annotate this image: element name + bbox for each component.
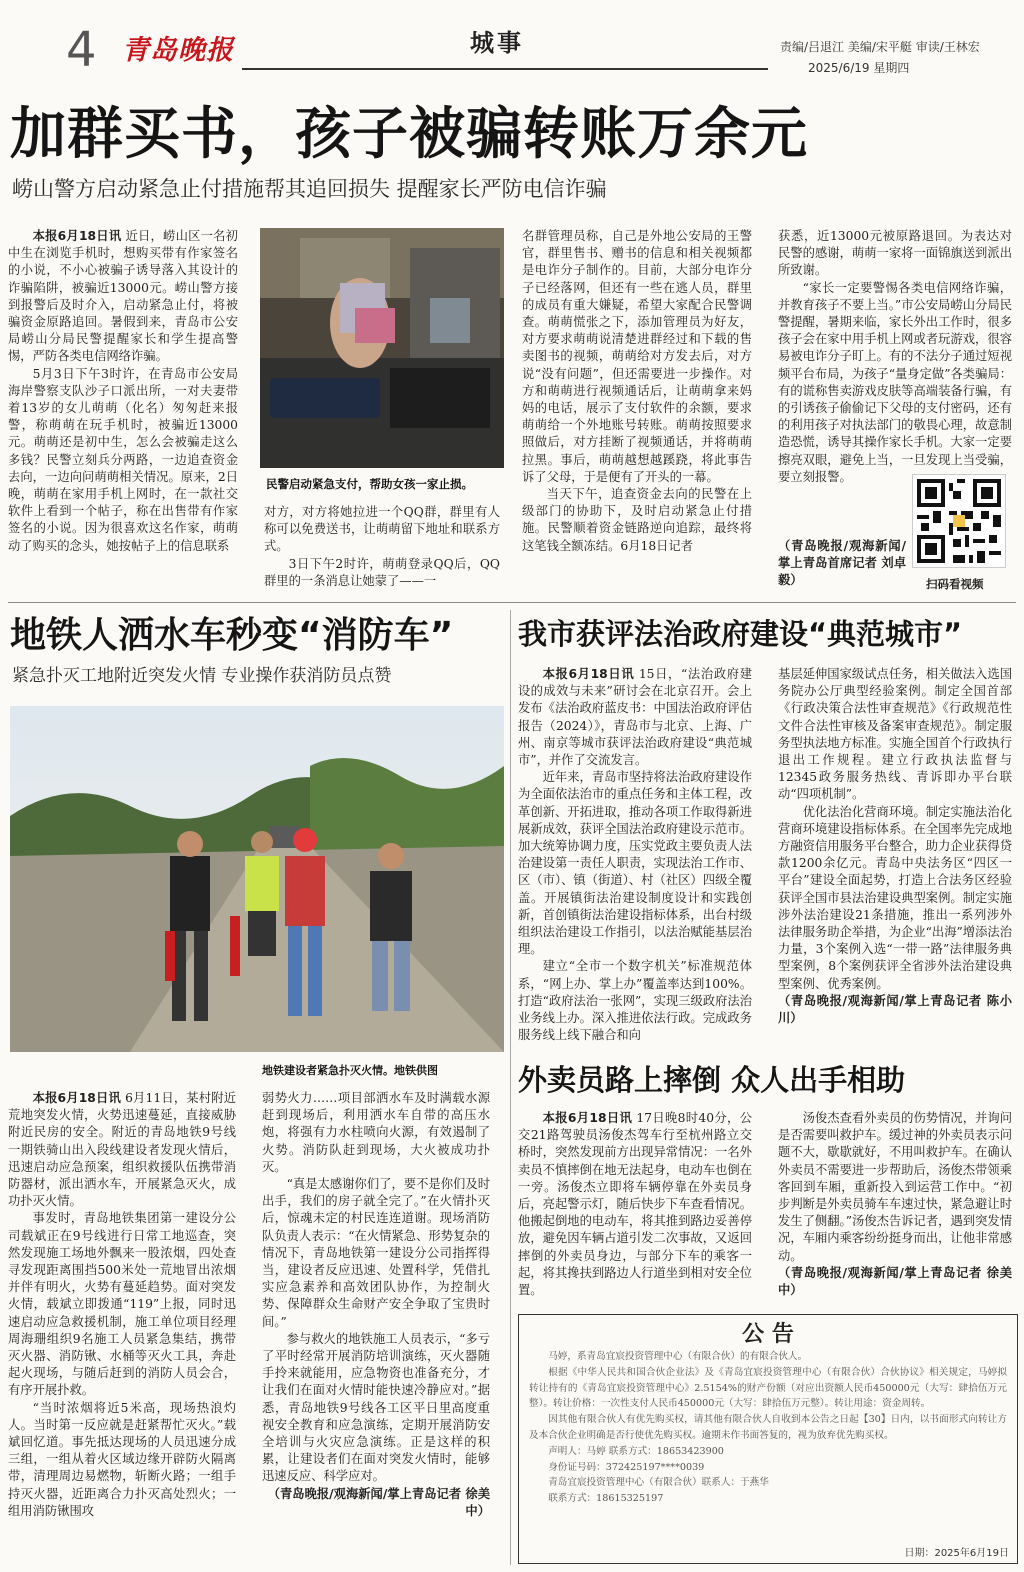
story1-headline: 加群买书，孩子被骗转账万余元	[10, 102, 808, 167]
story2-photo-caption: 地铁建设者紧急扑灭火情。地铁供图	[262, 1064, 438, 1077]
issue-date: 2025/6/19 星期四	[808, 61, 910, 75]
qr-code-icon	[917, 479, 1001, 563]
story1-col2-bottom	[264, 504, 500, 596]
notice-line2: 根据《中华人民共和国合伙企业法》及《青岛宜宸投资管理中心（有限合伙）合伙协议》相关规定，马婷拟转让持有的《青岛宜宸投资管理中心》2.5154%的财产份额（对应出资额人民币450000元（大写：肆拾伍万元整）。转让价格：一次性支付人民币450000元（大写：肆拾伍万元整）。转让用途：资金周转。	[529, 1366, 1007, 1410]
notice-line6: 青岛宜宸投资管理中心（有限合伙）联系人：于燕华	[548, 1477, 769, 1489]
qr-caption: 扫码看视频	[926, 577, 984, 591]
story1-para3: 对方，对方将她拉进一个QQ群，群里有人称可以免费送书，让萌萌留下地址和联系方式。	[264, 505, 500, 554]
story3-para3: 建立“全市一个数字机关”标准规范体系，“网上办、掌上办”覆盖率达到100%。打造“政府法治一张网”，实现三级政府法治业务线上办。深入推进依法行政。完成政务服务线上线下融合和向	[518, 959, 752, 1043]
paper-name-logo: 青岛晚报	[122, 35, 234, 66]
story4-credit: （青岛晚报/观海新闻/掌上青岛记者 徐美中）	[778, 1265, 1012, 1298]
notice-line5: 身份证号码：372425197****0039	[548, 1461, 705, 1473]
story1-para1: 近日，崂山区一名初中生在浏览手机时，想购买带有作家签名的小说，不小心被骗子诱导落入其设计的诈骗陷阱，被骗近13000元。崂山警方接到报警后及时介入，启动紧急止付，将被骗资金原路追回。暑假到来，青岛市公安局崂山分局民警提醒家长和学生提高警惕，严防各类电信网络诈骗。	[8, 229, 238, 364]
story1-credit: （青岛晚报/观海新闻/掌上青岛首席记者 刘卓毅）	[778, 539, 906, 588]
story2-para1: 6月11日，某村附近荒地突发火情，火势迅速蔓延，直接威胁附近民房的安全。附近的青岛地铁9号线一期铁骑山出入段线建设者发现火情后，迅速启动应急预案，组织救援队伍携带消防器材，派出洒水车，开展紧急灭火，成功扑灭火情。	[8, 1091, 236, 1209]
masthead-rule	[242, 68, 768, 70]
notice-line1: 马婷，系青岛宜宸投资管理中心（有限合伙）的有限合伙人。	[548, 1351, 808, 1362]
story3-col2	[778, 666, 1012, 1046]
story3-para1: 15日，“法治政府建设的成效与未来”研讨会在北京召开。会上发布《法治政府蓝皮书：中国法治政府评估报告（2024）》，青岛市与北京、上海、广州、南京等城市获评法治政府建设“典范城市”，并作了交流发言。	[518, 667, 752, 768]
story3-headline: 我市获评法治政府建设“典范城市”	[518, 617, 963, 651]
story2-col2	[262, 1090, 490, 1562]
story1-para8: “家长一定要警惕各类电信网络诈骗，并教育孩子不要上当。”市公安局崂山分局民警提醒，暑期来临，家长外出工作时，很多孩子会在家中用手机上网或者玩游戏，很容易被电诈分子盯上。有的不法分子通过短视频平台布局，为孩子“量身定做”各类骗局：有的谎称售卖游戏皮肤等高端装备行骗，有的引诱孩子偷偷记下父母的支付密码，还有的利用孩子对执法部门的敬畏心理，故意制造恐慌，诱导其操作家长手机。大家一定要擦亮双眼，避免上当，一旦发现上当受骗，要立刻报警。	[778, 280, 1012, 484]
story1-para7: 获悉，近13000元被原路退回。为表达对民警的感谢，萌萌一家将一面锦旗送到派出所致谢。	[778, 229, 1012, 278]
office-scene-illustration	[260, 228, 504, 468]
story2-col1	[8, 1090, 236, 1562]
story2-photo	[10, 706, 504, 1052]
story2-credit: （青岛晚报/观海新闻/掌上青岛记者 徐美中）	[267, 1486, 490, 1518]
story1-dateline: 本报6月18日讯	[32, 229, 122, 243]
public-notice	[518, 1314, 1018, 1564]
story3-dateline: 本报6月18日讯	[542, 667, 635, 681]
story3-credit: （青岛晚报/观海新闻/掌上青岛记者 陈小川）	[778, 993, 1012, 1026]
story2-subhead: 紧急扑灭工地附近突发火情 专业操作获消防员点赞	[12, 666, 392, 686]
story1-para2: 5月3日下午3时许，在青岛市公安局海岸警察支队沙子口派出所，一对夫妻带着13岁的女儿萌萌（化名）匆匆赶来报警，称萌萌在玩手机时，被骗近13000元。萌萌还是初中生，怎么会被骗走这么多钱？民警立刻兵分两路，一边追查资金去向，一边向问萌萌相关情况。原来，2日晚，萌萌在家用手机上网时，在一款社交软件上看到一个帖子，称在出售带有作家签名的小说。因为很喜欢这名作家，萌萌动了购买的念头，她按帖子上的信息联系	[8, 366, 238, 553]
story3-para5: 优化法治化营商环境。制定实施法治化营商环境建设指标体系。在全国率先完成地方融资信用服务平台整合，助力企业获得贷款1200余亿元。青岛中央法务区“四区一平台”建设全面起势，打造上合法务区经验获评全国市县法治建设典型案例。制定实施涉外法治建设21条措施，推出一系列涉外法律服务助企举措，为企业“出海”增添法治力量，3个案例入选“一带一路”法律服务典型案例，8个案例获评全省涉外法治建设典型案例、优秀案例。	[778, 804, 1012, 991]
editors-line: 责编/吕退江 美编/宋平艇 审读/王林宏	[780, 40, 980, 54]
story4-col1	[518, 1110, 752, 1304]
notice-title: 公 告	[742, 1322, 794, 1347]
story1-para6: 当天下午，追查资金去向的民警在上级部门的协助下，及时启动紧急止付措施。民警顺着资金链路逆向追踪，最终将这笔钱全额冻结。6月18日记者	[522, 487, 752, 553]
story1-photo-caption: 民警启动紧急支付，帮助女孩一家止损。	[266, 477, 473, 491]
page-number: 4	[66, 22, 97, 78]
story1-para4: 3日下午2时许，萌萌登录QQ后，QQ群里的一条消息让她蒙了——一	[264, 556, 500, 588]
story2-headline: 地铁人洒水车秒变“消防车”	[10, 615, 454, 656]
story2-para6: 参与救火的地铁施工人员表示，“多亏了平时经常开展消防培训演练，灭火器随手拎来就能用，应急物资也准备充分，才让我们在面对火情时能快速冷静应对。”据悉，青岛地铁9号线各工区平日里高度重视安全教育和应急演练，定期开展消防安全培训与火灾应急演练。正是这样的积累，让建设者们在面对突发火情时，能够迅速反应、科学应对。	[262, 1331, 490, 1484]
notice-line3: 因其他有限合伙人有优先购买权，请其他有限合伙人自收到本公告之日起【30】日内，以书面形式向转让方及本合伙企业明确是否行使优先购买权。逾期未作书面答复的，视为放弃优先购买权。	[529, 1414, 1007, 1441]
notice-line7: 联系方式：18615325197	[548, 1493, 664, 1505]
story4-headline: 外卖员路上摔倒 众人出手相助	[518, 1063, 906, 1097]
story4-para2: 汤俊杰查看外卖员的伤势情况，并询问是否需要叫救护车。缓过神的外卖员表示问题不大，歇歇就好，不用叫救护车。在确认外卖员不需要进一步帮助后，汤俊杰带领乘客回到车厢，重新投入到运营工作中。“初步判断是外卖员骑车车速过快，紧急避让时发生了侧翻。”汤俊杰告诉记者，遇到突发情况，车厢内乘客纷纷挺身而出，让他非常感动。	[778, 1111, 1012, 1263]
story3-para4: 基层延伸国家级试点任务，相关做法入选国务院办公厅典型经验案例。制定全国首部《行政决策合法性审查规范》《行政规范性文件合法性审核及备案审查规范》。制定服务型执法地方标准。实施全国首个行政执行退出工作规程。建立行政执法监督与12345政务服务热线、青诉即办平台联动“四项机制”。	[778, 667, 1012, 802]
story2-dateline: 本报6月18日讯	[32, 1091, 121, 1105]
story4-dateline: 本报6月18日讯	[542, 1111, 633, 1125]
story2-para2: 事发时，青岛地铁集团第一建设分公司载斌正在9号线进行日常工地巡查，突然发现施工场地外飘来一股浓烟，四处查寻发现距离围挡500米处一荒地冒出浓烟并伴有明火，火势有蔓延趋势。面对突发火情，载斌立即拨通“119”上报，同时迅速启动应急救援机制，施工单位项目经理周海珊组织9名施工人员紧急集结，携带灭火器、消防锹、水桶等灭火工具，奔赴起火现场，与随后赶到的消防人员会合，有序开展扑救。	[8, 1211, 236, 1398]
divider-vertical	[510, 610, 511, 1565]
story2-para4: 弱势火力……项目部洒水车及时满载水源赶到现场后，利用洒水车自带的高压水炮，将强有力水柱喷向火源，有效遏制了火势。消防队赶到现场，大火被成功扑灭。	[262, 1091, 490, 1174]
story1-col3	[522, 228, 752, 596]
story3-col1	[518, 666, 752, 1046]
story1-subhead: 崂山警方启动紧急止付措施帮其追回损失 提醒家长严防电信诈骗	[12, 177, 607, 201]
story1-col1	[8, 228, 238, 596]
notice-line4: 声明人：马婷 联系方式：18653423900	[548, 1445, 724, 1457]
notice-date: 日期：2025年6月19日	[904, 1548, 1009, 1559]
story1-col4-top	[778, 228, 1012, 484]
story2-para5: “真是太感谢你们了，要不是你们及时出手，我们的房子就全完了。”在火情扑灭后，惊魂未定的村民连连道谢。现场消防队负责人表示：“在火情紧急、形势复杂的情况下，青岛地铁第一建设分公司指挥得当，建设者反应迅速、处置科学，凭借扎实应急素养和高效团队协作，为控制火势、保障群众生命财产安全争取了宝贵时间。”	[262, 1177, 490, 1329]
story1-para5: 名群管理员称，自己是外地公安局的王警官，群里售书、赠书的信息和相关视频都是电诈分子制作的。目前，大部分电诈分子已经落网，但还有一些在逃人员，群里的成员有重大嫌疑，希望大家配合民警调查。萌萌慌张之下，添加管理员为好友，对方要求萌萌说清楚进群经过和下载的售卖图书的视频，萌萌给对方发去后，对方说“没有问题”，但还需要进一步操作。对方和萌萌进行视频通话后，让萌萌拿来妈妈的电话，展示了支付软件的余额，要求萌萌给一个外地账号转账。萌萌按照要求照做后，对方挂断了视频通话，并将萌萌拉黑。事后，萌萌越想越蹊跷，将此事告诉了父母，于是便有了开头的一幕。	[522, 229, 752, 484]
story2-para3: “当时浓烟将近5米高，现场热浪灼人。当时第一反应就是赶紧帮忙灭火。”载斌回忆道。事先抵达现场的人员迅速分成三组，一组从着火区域边缘开辟防火隔离带，清理周边易燃物，斩断火路；一组手持灭火器，近距离合力扑灭高处烈火；一组用消防锹围攻	[8, 1400, 236, 1518]
story1-col4-narrow	[778, 468, 906, 596]
section-title: 城事	[470, 29, 524, 57]
qr-code[interactable]	[912, 474, 1006, 568]
story1-photo	[260, 228, 504, 468]
firefighting-crew-illustration	[10, 706, 504, 1052]
story4-col2	[778, 1110, 1012, 1304]
story4-para1: 17日晚8时40分，公交21路驾驶员汤俊杰驾车行至杭州路立交桥时，突然发现前方出现异常情况：一名外卖员不慎摔倒在地无法起身，电动车也倒在一旁。汤俊杰立即将车辆停靠在外卖员身后，亮起警示灯，随后快步下车查看情况。他搬起倒地的电动车，将其推到路边妥善停放，避免因车辆占道引发二次事故，又返回摔倒的外卖员身边，与部分下车的乘客一起，将其搀扶到路边人行道坐到相对安全位置。	[518, 1111, 752, 1298]
story3-para2: 近年来，青岛市坚持将法治政府建设作为全面依法治市的重点任务和主体工程，改革创新、开拓进取，推动各项工作取得新进展新成效，获评全国法治政府建设示范市。加大统筹协调力度，压实党政主要负责人法治建设第一责任人职责，实现法治工作市、区（市）、镇（街道）、村（社区）四级全覆盖。开展镇街法治建设制度设计和实践创新，首创镇街法治建设指标体系，出台村级组织法治建设工作指引，以法治赋能基层治理。	[518, 770, 752, 957]
divider-story1	[8, 602, 1016, 603]
